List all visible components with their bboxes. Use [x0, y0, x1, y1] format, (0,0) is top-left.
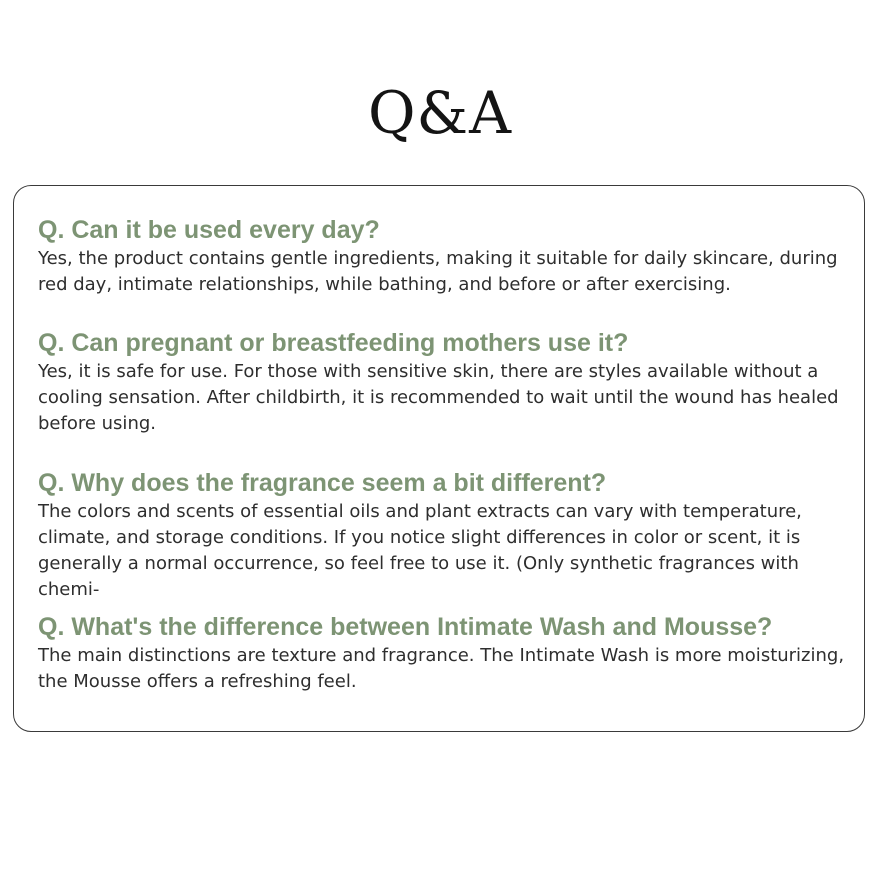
faq-question: Q. What's the difference between Intimate Wash and Mousse? [38, 613, 773, 641]
faq-card [13, 185, 865, 732]
faq-answer: Yes, it is safe for use. For those with sensitive skin, there are styles available without a cooling sensation. After childbirth, it is recommended to wait until the wound has healed before using. [38, 361, 839, 434]
faq-item [38, 467, 853, 600]
faq-answer: The main distinctions are texture and fragrance. The Intimate Wash is more moisturizing, the Mousse offers a refreshing feel. [38, 645, 845, 692]
faq-question: Q. Can it be used every day? [38, 216, 380, 244]
faq-item [38, 214, 853, 298]
faq-answer: The colors and scents of essential oils and plant extracts can vary with temperature, climate, and storage conditions. If you notice slight differences in color or scent, it is generally a normal occurrence, so feel free to use it. (Only synthetic fragrances with chemi- [38, 501, 802, 600]
faq-answer: Yes, the product contains gentle ingredients, making it suitable for daily skincare, during red day, intimate relationships, while bathing, and before or after exercising. [38, 248, 838, 295]
page-title: Q&A [367, 79, 513, 147]
faq-item [38, 327, 853, 437]
faq-question: Q. Can pregnant or breastfeeding mothers use it? [38, 329, 629, 357]
faq-question: Q. Why does the fragrance seem a bit different? [38, 469, 607, 497]
faq-item [38, 611, 853, 695]
